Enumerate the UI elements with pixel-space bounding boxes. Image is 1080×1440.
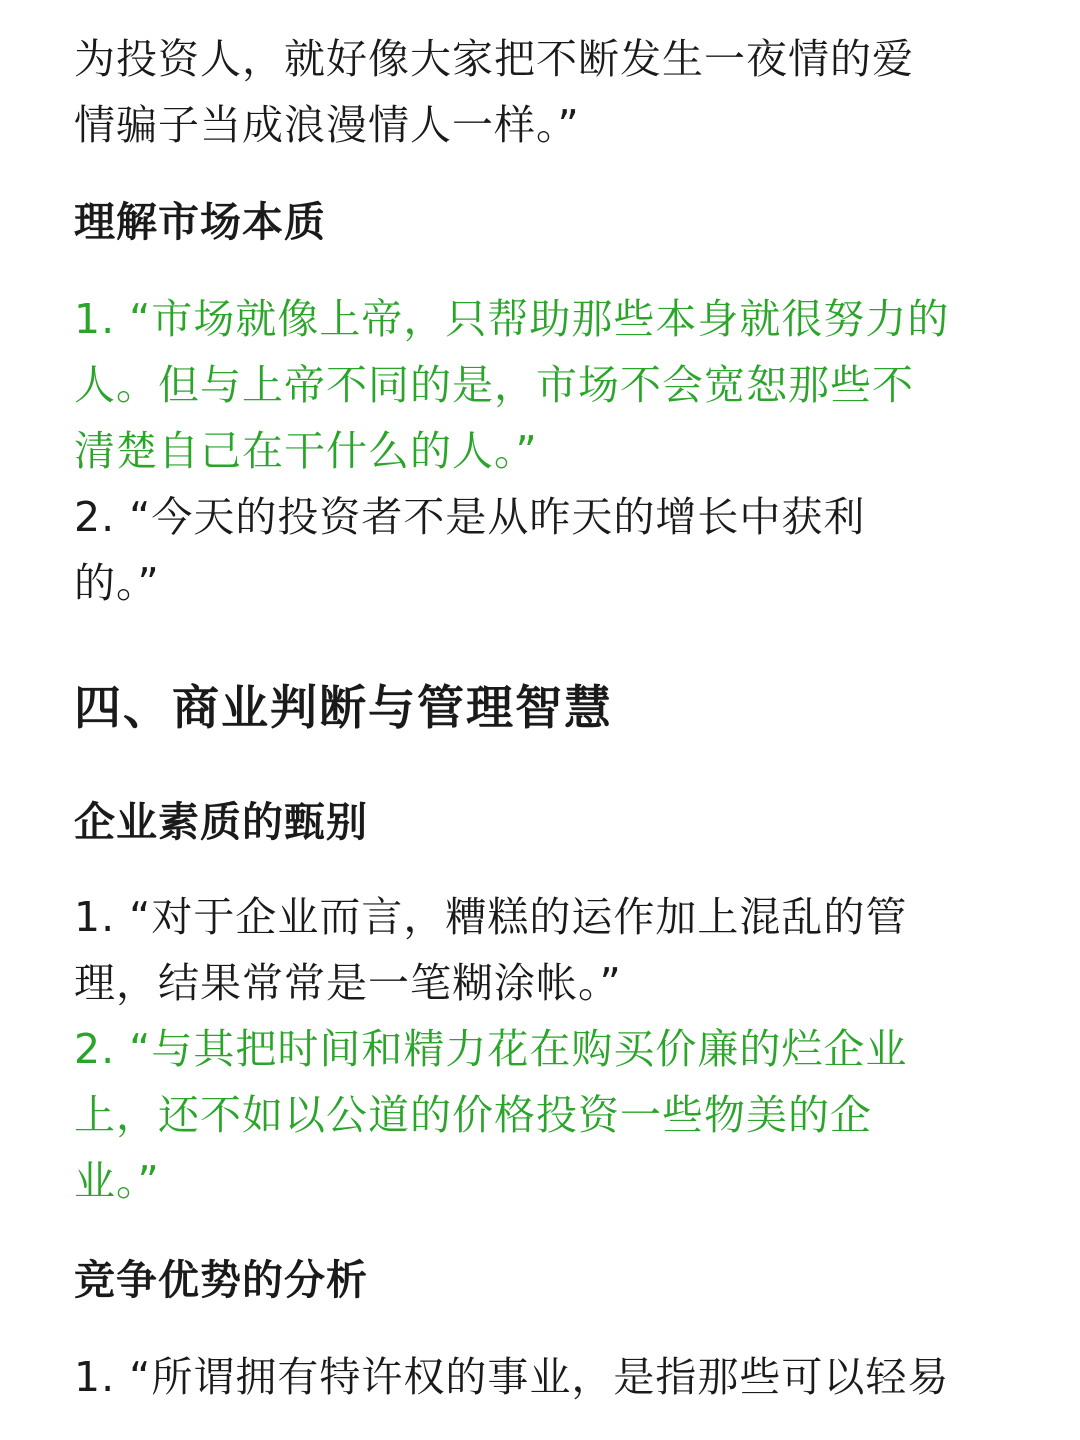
market-quote-1-line-1: 1. “市场就像上帝，只帮助那些本身就很努力的 <box>74 295 950 343</box>
market-quote-2-line-2: 的。” <box>74 559 160 607</box>
quality-quote-2-line-1: 2. “与其把时间和精力花在购买价廉的烂企业 <box>74 1025 908 1073</box>
market-quote-1-line-2: 人。但与上帝不同的是，市场不会宽恕那些不 <box>74 361 914 409</box>
section-heading-quality: 企业素质的甄别 <box>74 798 368 846</box>
market-quote-1-line-3: 清楚自己在干什么的人。” <box>74 427 538 475</box>
quality-quote-1-line-2: 理，结果常常是一笔糊涂帐。” <box>74 959 622 1007</box>
quality-quote-2-line-2: 上，还不如以公道的价格投资一些物美的企 <box>74 1091 872 1139</box>
section-heading-market: 理解市场本质 <box>74 198 326 246</box>
intro-line-1: 为投资人，就好像大家把不断发生一夜情的爱 <box>74 35 914 83</box>
quality-quote-2-line-3: 业。” <box>74 1157 160 1205</box>
intro-line-2: 情骗子当成浪漫情人一样。” <box>74 101 580 149</box>
section-heading-advantage: 竞争优势的分析 <box>74 1256 368 1304</box>
advantage-quote-1-line-1: 1. “所谓拥有特许权的事业，是指那些可以轻易 <box>74 1353 950 1401</box>
quality-quote-1-line-1: 1. “对于企业而言，糟糕的运作加上混乱的管 <box>74 893 908 941</box>
market-quote-2-line-1: 2. “今天的投资者不是从昨天的增长中获利 <box>74 493 866 541</box>
chapter-title: 四、商业判断与管理智慧 <box>74 681 613 736</box>
